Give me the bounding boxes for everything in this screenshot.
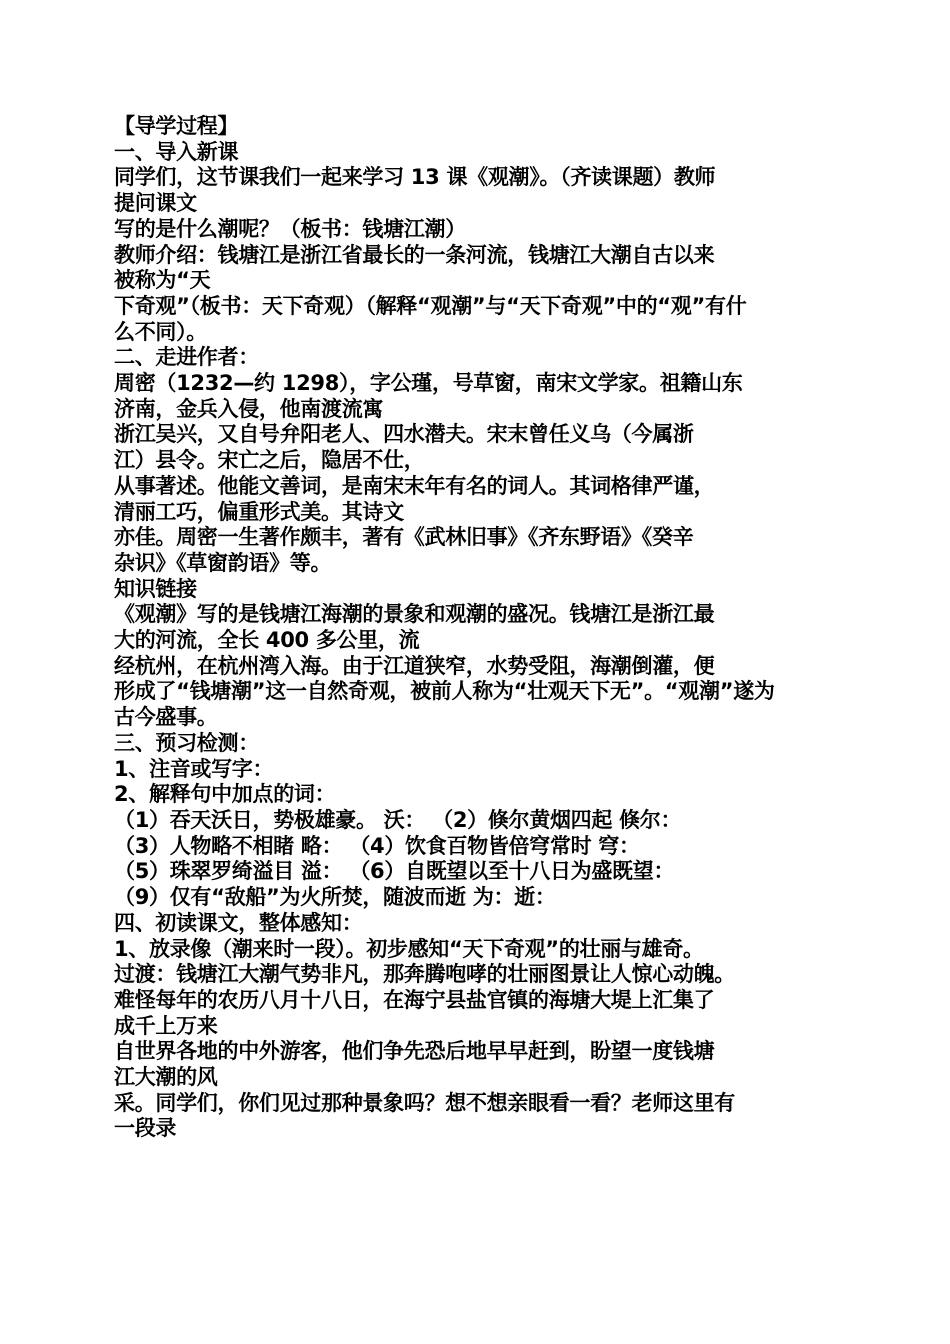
text-line: 过渡：钱塘江大潮气势非凡，那奔腾咆哮的壮丽图景让人惊心动魄。	[114, 962, 735, 987]
text-line: 三、预习检测：	[114, 730, 259, 755]
text-line: 难怪每年的农历八月十八日，在海宁县盐官镇的海塘大堤上汇集了	[114, 987, 715, 1012]
text-line: 四、初读课文，整体感知：	[114, 910, 363, 935]
text-line: 写的是什么潮呢？（板书：钱塘江潮）	[114, 216, 466, 241]
text-line: 清丽工巧，偏重形式美。其诗文	[114, 499, 404, 524]
text-line: 形成了“钱塘潮”这一自然奇观，被前人称为“壮观天下无”。“观潮”遂为	[114, 679, 775, 704]
text-line: 1、注音或写字：	[114, 756, 274, 781]
text-line: 经杭州，在杭州湾入海。由于江道狭窄，水势受阻，海潮倒灌，便	[114, 653, 715, 678]
text-line: （1）吞天沃日，势极雄豪。 沃： （2）倏尔黄烟四起 倏尔：	[114, 807, 682, 832]
text-line: 二、走进作者：	[114, 345, 259, 370]
text-line: 1、放录像（潮来时一段）。初步感知“天下奇观”的壮丽与雄奇。	[114, 936, 704, 961]
text-line: 亦佳。周密一生著作颇丰，著有《武林旧事》《齐东野语》《癸辛	[114, 525, 694, 550]
text-line: 【导学过程】	[114, 114, 239, 138]
text-line: 被称为“天	[114, 268, 211, 293]
text-line: 《观潮》写的是钱塘江海潮的景象和观潮的盛况。钱塘江是浙江最	[114, 602, 715, 627]
text-line: 大的河流，全长 400 多公里，流	[114, 628, 420, 653]
text-line: （3）人物略不相睹 略： （4）饮食百物皆倍穹常时 穹：	[114, 833, 640, 858]
text-line: 同学们，这节课我们一起来学习 13 课《观潮》。（齐读课题）教师	[114, 165, 716, 190]
text-line: 江）县令。宋亡之后，隐居不仕，	[114, 448, 425, 473]
text-line: 知识链接	[114, 576, 197, 601]
text-line: 一、导入新课	[114, 139, 239, 164]
text-line: 采。同学们，你们见过那种景象吗？想不想亲眼看一看？老师这里有	[114, 1090, 735, 1115]
text-line: （9）仅有“敌船”为火所焚，随波而逝 为：逝：	[114, 885, 556, 910]
text-line: 一段录	[114, 1116, 177, 1141]
text-line: 从事著述。他能文善词，是南宋末年有名的词人。其词格律严谨，	[114, 473, 715, 498]
text-line: 周密（1232—约 1298），字公瑾，号草窗，南宋文学家。祖籍山东	[114, 371, 743, 396]
document-body	[114, 114, 834, 1142]
text-line: 成千上万来	[114, 1013, 218, 1038]
text-line: 古今盛事。	[114, 705, 218, 730]
text-line: 下奇观”（板书：天下奇观）（解释“观潮”与“天下奇观”中的“观”有什	[114, 293, 747, 318]
text-line: （5）珠翠罗绮溢目 溢： （6）自既望以至十八日为盛既望：	[114, 859, 675, 884]
text-line: 杂识》《草窗韵语》等。	[114, 550, 332, 575]
text-line: 2、解释句中加点的词：	[114, 782, 336, 807]
text-line: 自世界各地的中外游客，他们争先恐后地早早赶到，盼望一度钱塘	[114, 1039, 715, 1064]
text-line: 么不同）。	[114, 319, 207, 344]
text-line: 江大潮的风	[114, 1065, 218, 1090]
text-line: 济南，金兵入侵，他南渡流寓	[114, 396, 384, 421]
text-line: 浙江吴兴，又自号弁阳老人、四水潜夫。宋末曾任义乌（今属浙	[114, 422, 694, 447]
text-line: 提问课文	[114, 191, 197, 216]
text-line: 教师介绍：钱塘江是浙江省最长的一条河流，钱塘江大潮自古以来	[114, 242, 715, 267]
